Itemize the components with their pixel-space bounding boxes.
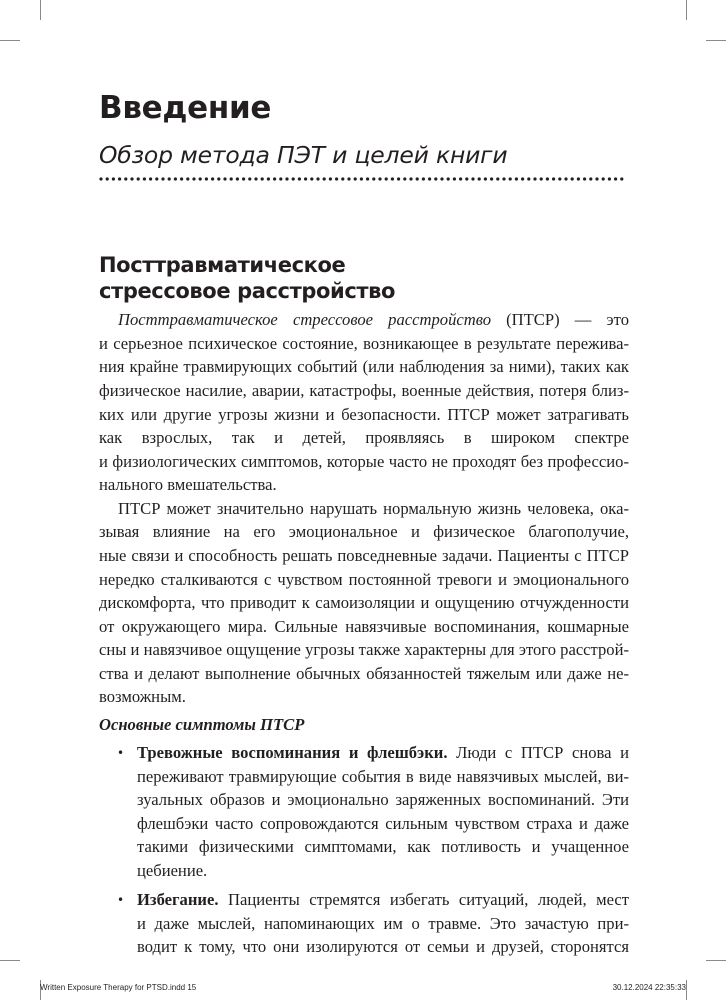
text-line: Тревожные воспоминания и флешбэки. Люди с ПТСР снова и bbox=[137, 743, 629, 762]
chapter-subtitle: Обзор метода ПЭТ и целей книги bbox=[99, 141, 508, 169]
crop-mark bbox=[40, 0, 41, 20]
section-title bbox=[99, 252, 395, 304]
crop-mark bbox=[686, 0, 687, 20]
text-line: нального вмешательства. bbox=[99, 475, 277, 494]
text-line: как взрослых, так и детей, проявляясь в широком спектре bbox=[99, 428, 629, 447]
text-line: ства и делают выполнение обычных обязанностей тяжелым или даже не- bbox=[99, 664, 629, 683]
text-line: сны и навязчивое ощущение угрозы также характерны для этого расстрой- bbox=[99, 640, 629, 659]
slug-filename: Written Exposure Therapy for PTSD.indd 15 bbox=[40, 983, 197, 992]
dotted-rule bbox=[99, 176, 629, 182]
text-line: зуальных образов и эмоционально заряженных воспоминаний. Эти bbox=[137, 790, 629, 809]
text-line: дискомфорта, что приводит к самоизоляции и ощущению отчужденности bbox=[99, 593, 629, 612]
text-line: физическое насилие, аварии, катастрофы, военные действия, потеря близ- bbox=[99, 381, 629, 400]
text-line: цебиение. bbox=[137, 861, 208, 880]
text-line: нередко сталкиваются с чувством постоянной тревоги и эмоционального bbox=[99, 570, 629, 589]
text-line: водит к тому, что они изолируются от семьи и друзей, сторонятся bbox=[137, 937, 629, 956]
slug-timestamp: 30.12.2024 22:35:33 bbox=[612, 983, 686, 992]
chapter-title: Введение bbox=[99, 90, 272, 126]
text-line: Избегание. Пациенты стремятся избегать ситуаций, людей, мест bbox=[137, 890, 629, 909]
text-line: и даже мыслей, напоминающих им о травме. Это зачастую при- bbox=[137, 914, 629, 933]
crop-mark bbox=[0, 40, 20, 41]
crop-mark bbox=[0, 960, 20, 961]
text-line: и серьезное психическое состояние, возникающее в результате пережива- bbox=[99, 334, 629, 353]
crop-mark bbox=[686, 980, 687, 1000]
term-italic: Посттравматическое стрессовое расстройство bbox=[118, 310, 491, 329]
bullet-glyph: • bbox=[117, 893, 125, 907]
text-line: от окружающего мира. Сильные навязчивые воспоминания, кошмарные bbox=[99, 617, 629, 636]
text-line: и физиологических симптомов, которые часто не проходят без профессио- bbox=[99, 452, 629, 471]
symptoms-heading: Основные симптомы ПТСР bbox=[99, 715, 305, 734]
section-title-line: стрессовое расстройство bbox=[99, 279, 396, 303]
text-line: ные связи и способность решать повседневные задачи. Пациенты с ПТСР bbox=[99, 546, 629, 565]
text-line: переживают травмирующие события в виде навязчивых мыслей, ви- bbox=[137, 767, 629, 786]
bullet-term: Избегание. bbox=[137, 890, 219, 909]
section-title-line: Посттравматическое bbox=[99, 253, 346, 277]
text-line: ния крайне травмирующих событий (или наблюдения за ними), таких как bbox=[99, 357, 629, 376]
text-line: ких или другие угрозы жизни и безопасности. ПТСР может затрагивать bbox=[99, 405, 629, 424]
crop-mark bbox=[706, 960, 726, 961]
text-line: ПТСР может значительно нарушать нормальную жизнь человека, ока- bbox=[118, 499, 629, 518]
bullet-term: Тревожные воспоминания и флешбэки. bbox=[137, 743, 448, 762]
text-line: возможным. bbox=[99, 687, 186, 706]
text-line: зывая влияние на его эмоциональное и физическое благополучие, bbox=[99, 522, 629, 541]
text-line: Посттравматическое стрессовое расстройство (ПТСР) — это bbox=[118, 310, 629, 329]
text-line: такими физическими симптомами, как потливость и учащенное bbox=[137, 837, 629, 856]
bullet-glyph: • bbox=[117, 746, 125, 760]
text-line: флешбэки часто сопровождаются сильным чувством страха и даже bbox=[137, 814, 629, 833]
crop-mark bbox=[706, 40, 726, 41]
